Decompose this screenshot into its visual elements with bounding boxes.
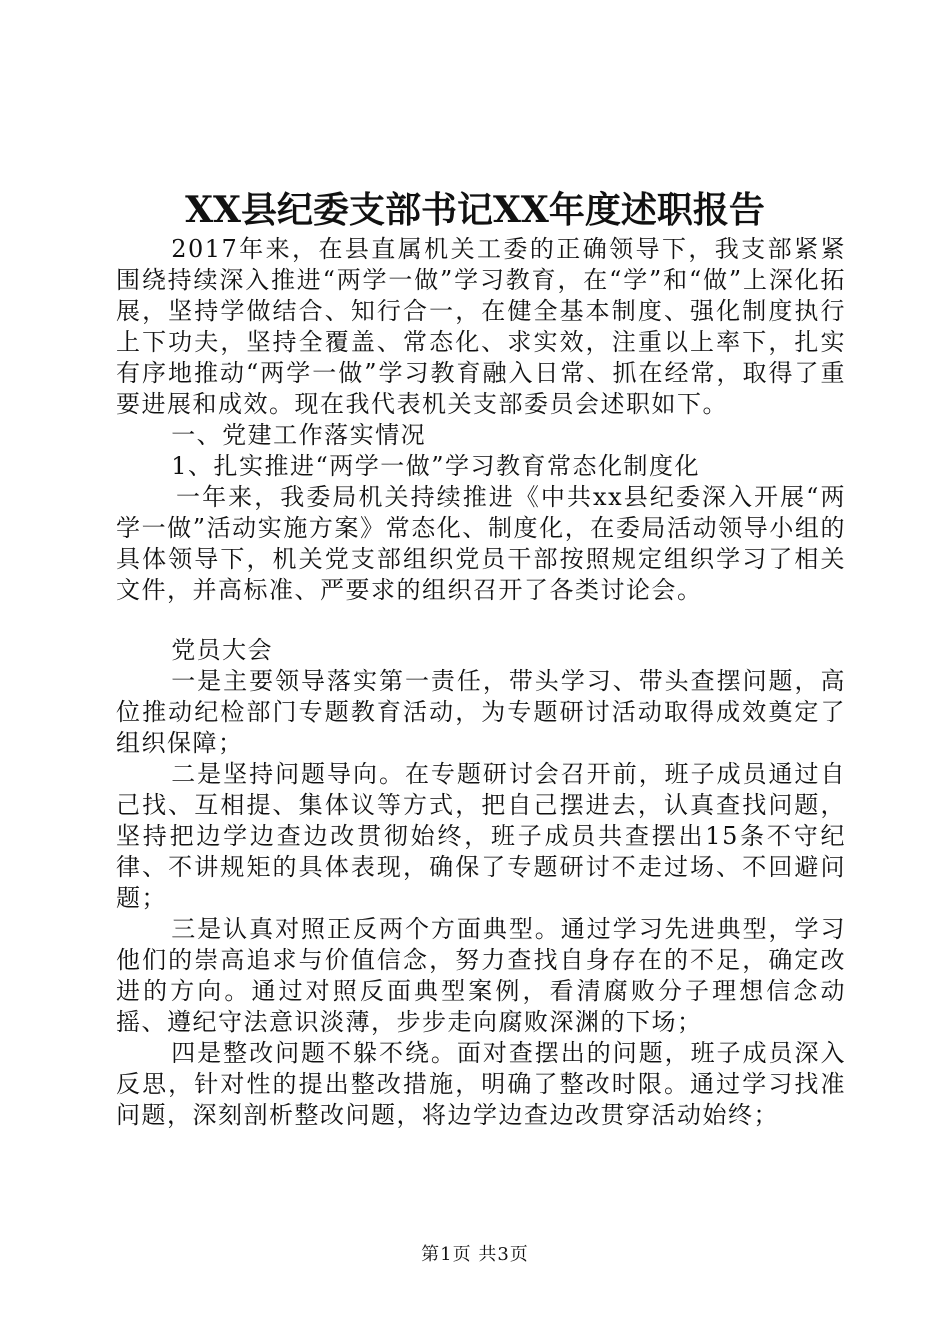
subheading-meeting: 党员大会 [171, 636, 274, 664]
body-paragraph: 一是主要领导落实第一责任，带头学习、带头查摆问题，高位推动纪检部门专题教育活动，为专题研讨活动取得成效奠定了组织保障； [116, 667, 846, 757]
intro-paragraph: 2017年来，在县直属机关工委的正确领导下，我支部紧紧围绕持续深入推进“两学一做”学习教育，在“学”和“做”上深化拓展，坚持学做结合、知行合一，在健全基本制度、强化制度执行上下功夫，坚持全覆盖、常态化、求实效，注重以上率下，扎实有序地推动“两学一做”学习教育融入日常、抓在经常，取得了重要进展和成效。现在我代表机关支部委员会述职如下。 [116, 235, 846, 418]
body-paragraph: 四是整改问题不躲不绕。面对查摆出的问题，班子成员深入反思，针对性的提出整改措施，明确了整改时限。通过学习找准问题，深刻剖析整改问题，将边学边查边改贯穿活动始终； [116, 1039, 846, 1129]
body-paragraph: 三是认真对照正反两个方面典型。通过学习先进典型，学习他们的崇高追求与价值信念，努力查找自身存在的不足，确定改进的方向。通过对照反面典型案例，看清腐败分子理想信念动摇、遵纪守法意识淡薄，步步走向腐败深渊的下场； [116, 915, 846, 1036]
document-body [116, 234, 846, 1131]
blank-line [116, 606, 846, 635]
section-heading: 一、党建工作落实情况 [171, 421, 427, 449]
page-footer: 第1页 共3页 [421, 1244, 529, 1265]
document-title: XX县纪委支部书记XX年度述职报告 [185, 189, 765, 231]
subsection-heading: 1、扎实推进“两学一做”学习教育常态化制度化 [171, 452, 700, 480]
body-paragraph: 二是坚持问题导向。在专题研讨会召开前，班子成员通过自己找、互相提、集体议等方式，把自己摆进去，认真查找问题，坚持把边学边查边改贯彻始终，班子成员共查摆出15条不守纪律、不讲规矩的具体表现，确保了专题研讨不走过场、不回避问题； [116, 760, 846, 912]
body-paragraph: 一年来，我委局机关持续推进《中共xx县纪委深入开展“两学一做”活动实施方案》常态化、制度化，在委局活动领导小组的具体领导下，机关党支部组织党员干部按照规定组织学习了相关文件，并高标准、严要求的组织召开了各类讨论会。 [116, 483, 846, 604]
